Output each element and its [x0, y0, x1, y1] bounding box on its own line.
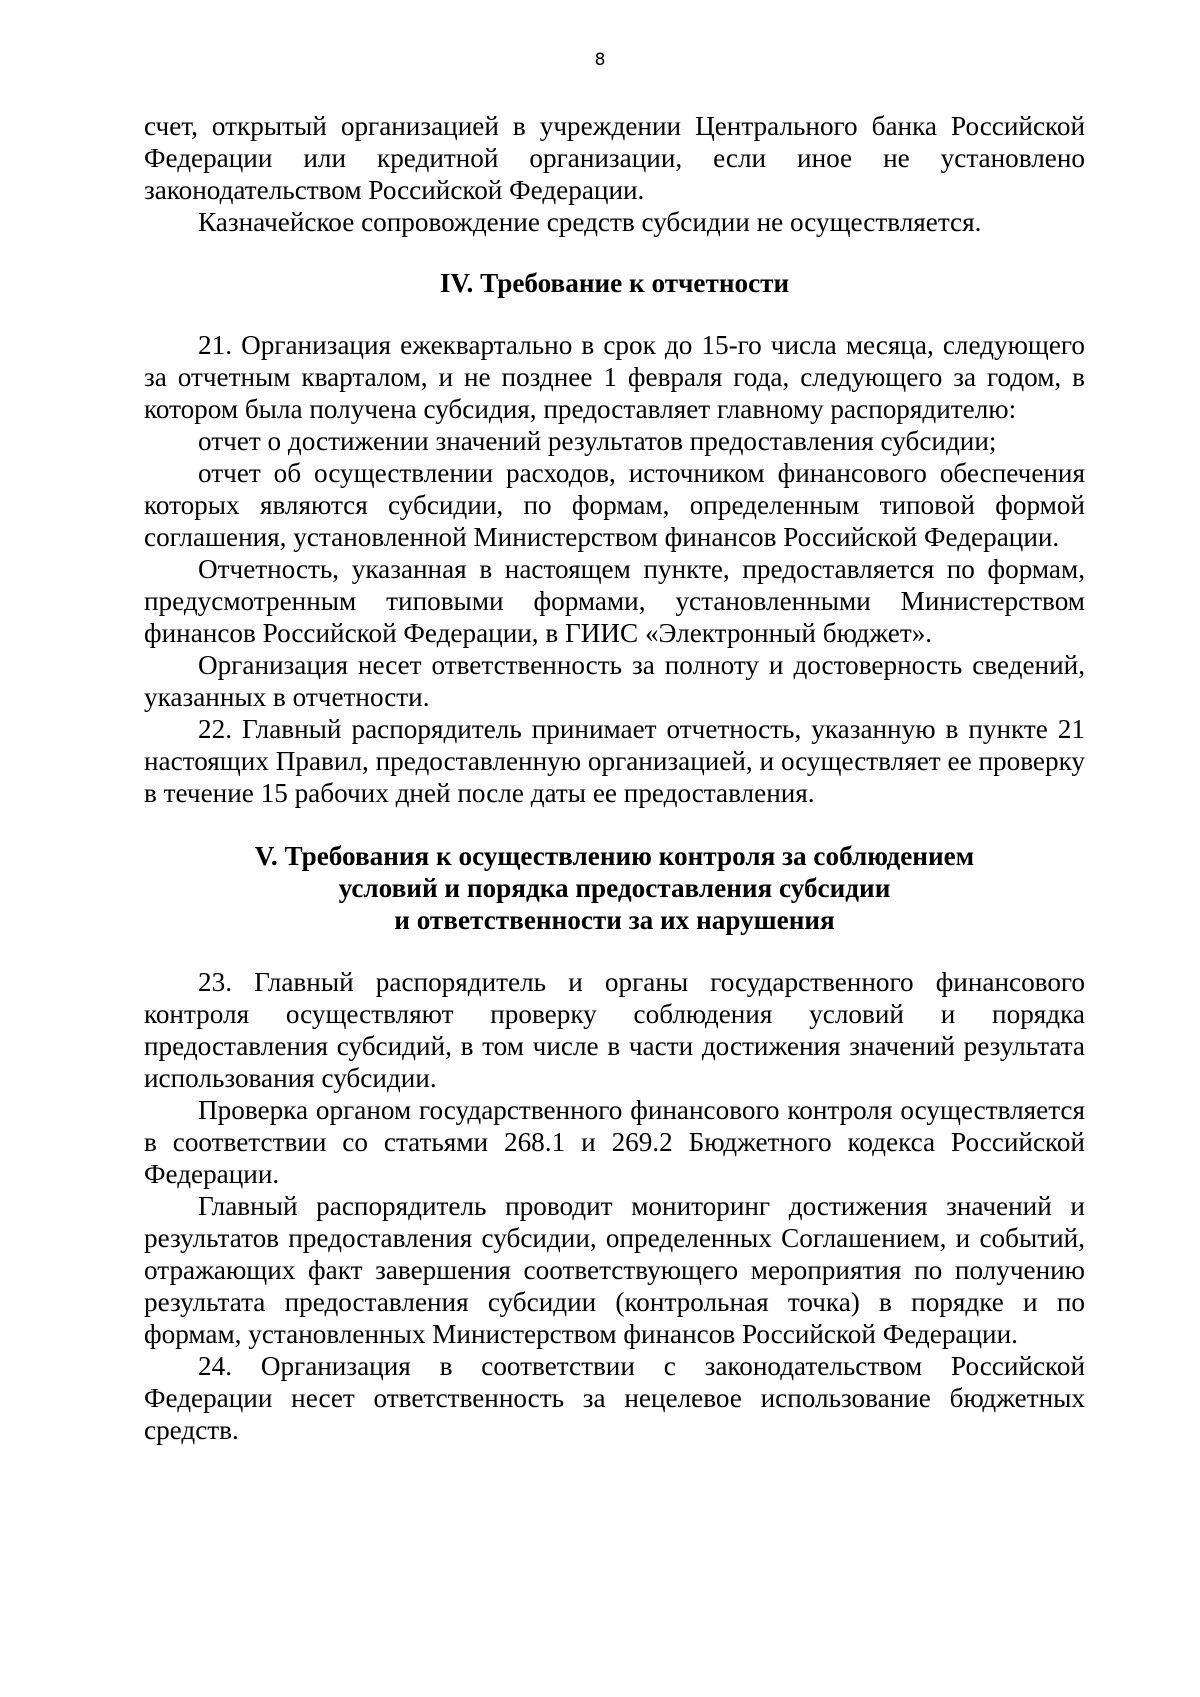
paragraph-23-monitoring: Главный распорядитель проводит мониторинг достижения значений и результатов предоставления субсидии, определенных Соглашением, и событий, отражающих факт завершения соответствующего мероприятия по получению результата предоставления субсидии (контрольная точка) в порядке и по формам, установленных Министерством финансов Российской Федерации.	[144, 1191, 1085, 1349]
section-5-heading-line-1: V. Требования к осуществлению контроля за соблюдением	[254, 841, 975, 871]
section-5-heading-line-3: и ответственности за их нарушения	[394, 905, 835, 935]
section-5-heading-line-2: условий и порядка предоставления субсидии	[338, 873, 891, 903]
paragraph-21-report-expenses: отчет об осуществлении расходов, источником финансового обеспечения которых являются субсидии, по формам, определенным типовой формой соглашения, установленной Министерством финансов Российской Федерации.	[144, 458, 1085, 552]
paragraph-21-reporting-forms: Отчетность, указанная в настоящем пункте, предоставляется по формам, предусмотренным типовыми формами, установленными Министерством финансов Российской Федерации, в ГИИС «Электронный бюджет».	[144, 554, 1085, 648]
paragraph-22: 22. Главный распорядитель принимает отчетность, указанную в пункте 21 настоящих Правил, предоставленную организацией, и осуществляет ее проверку в течение 15 рабочих дней после даты ее предоставления.	[144, 714, 1085, 808]
page-number: 8	[594, 50, 606, 70]
paragraph-21-responsibility: Организация несет ответственность за полноту и достоверность сведений, указанных в отчетности.	[144, 650, 1085, 712]
section-5-heading	[144, 840, 1085, 936]
paragraph-21-report-results: отчет о достижении значений результатов предоставления субсидии;	[198, 426, 997, 456]
section-4-heading: IV. Требование к отчетности	[439, 268, 790, 298]
paragraph-21: 21. Организация ежеквартально в срок до 15-го числа месяца, следующего за отчетным кварталом, и не позднее 1 февраля года, следующего за годом, в котором была получена субсидия, предоставляет главному распорядителю:	[144, 330, 1085, 424]
paragraph-23: 23. Главный распорядитель и органы государственного финансового контроля осуществляют проверку соблюдения условий и порядка предоставления субсидий, в том числе в части достижения значений результата использования субсидии.	[144, 967, 1085, 1093]
paragraph-continuation: счет, открытый организацией в учреждении Центрального банка Российской Федерации или кредитной организации, если иное не установлено законодательством Российской Федерации.	[144, 111, 1085, 205]
document-body	[144, 110, 1085, 1446]
paragraph-treasury-support: Казначейское сопровождение средств субсидии не осуществляется.	[198, 207, 982, 237]
paragraph-23-audit: Проверка органом государственного финансового контроля осуществляется в соответствии со статьями 268.1 и 269.2 Бюджетного кодекса Российской Федерации.	[144, 1095, 1085, 1189]
paragraph-24: 24. Организация в соответствии с законодательством Российской Федерации несет ответственность за нецелевое использование бюджетных средств.	[144, 1351, 1085, 1445]
